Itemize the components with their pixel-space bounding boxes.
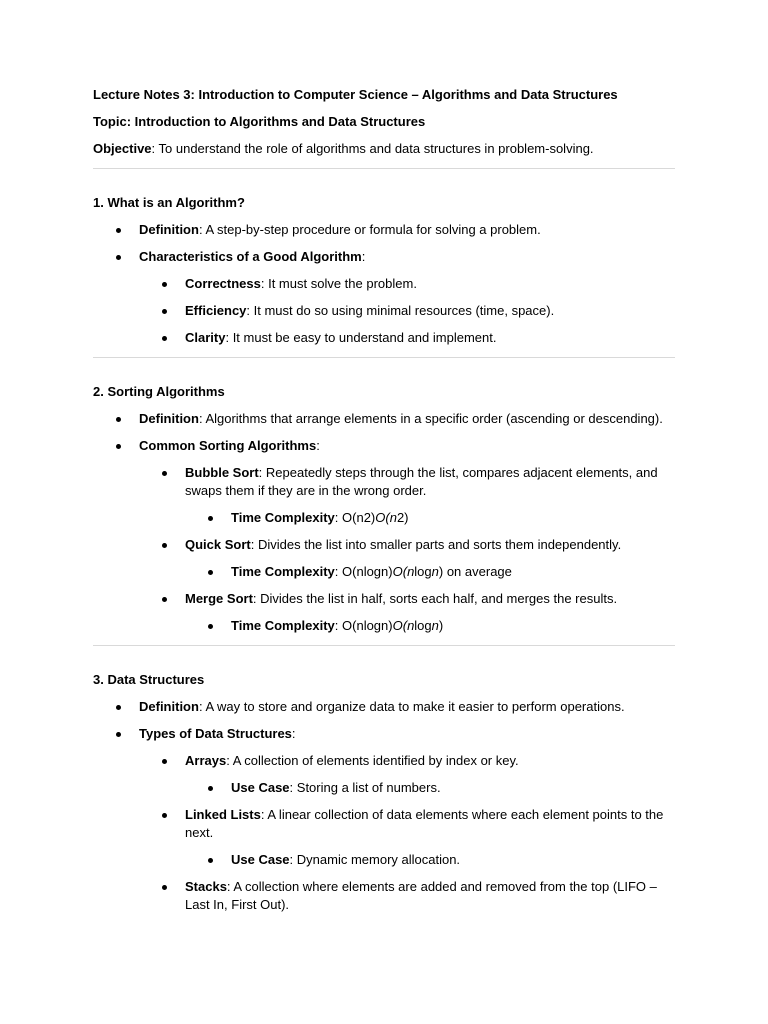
term-text: : It must do so using minimal resources (time, space). (246, 303, 555, 318)
sublist-characteristics (139, 275, 675, 347)
term-label: Bubble Sort (185, 465, 259, 480)
objective-label: Objective (93, 141, 152, 156)
term-label: Efficiency (185, 303, 247, 318)
term-text: : (316, 438, 320, 453)
term-label: Clarity (185, 330, 226, 345)
section-divider (93, 168, 675, 169)
list-item (185, 563, 675, 581)
term-text: : It must be easy to understand and implement. (225, 330, 497, 345)
list-item (139, 536, 675, 581)
list-item (139, 806, 675, 869)
list-item (93, 437, 675, 635)
term-label: Use Case (231, 852, 290, 867)
list-item (93, 698, 675, 716)
sublist-sorting-algorithms (139, 464, 675, 635)
list-item (139, 302, 675, 320)
term-text: : It must solve the problem. (260, 276, 417, 291)
term-text: : Divides the list into smaller parts and sorts them independently. (250, 537, 622, 552)
term-label: Definition (139, 411, 199, 426)
objective-text: : To understand the role of algorithms and data structures in problem-solving. (151, 141, 594, 156)
list-sorting (93, 410, 675, 635)
sublist-quick (185, 563, 675, 581)
document-topic: Topic: Introduction to Algorithms and Data Structures (93, 114, 426, 129)
term-label: Types of Data Structures (139, 726, 292, 741)
complexity-text: : O(n2) (334, 510, 376, 525)
list-item (185, 509, 675, 527)
term-text: : A linear collection of data elements where each element points to the next. (185, 807, 664, 840)
sublist-merge (185, 617, 675, 635)
term-label: Linked Lists (185, 807, 261, 822)
section-heading-data-structures: 3. Data Structures (93, 672, 205, 687)
complexity-text: : O(nlogn) (334, 564, 393, 579)
list-item (139, 590, 675, 635)
section-divider (93, 645, 675, 646)
list-item (185, 851, 675, 869)
term-text: : A collection of elements identified by index or key. (226, 753, 519, 768)
term-label: Stacks (185, 879, 227, 894)
list-item (139, 752, 675, 797)
term-label: Time Complexity (231, 564, 335, 579)
term-text: : Divides the list in half, sorts each half, and merges the results. (252, 591, 618, 606)
list-algorithm (93, 221, 675, 347)
section-heading-algorithm: 1. What is an Algorithm? (93, 195, 245, 210)
list-item (185, 779, 675, 797)
term-text: : Storing a list of numbers. (289, 780, 441, 795)
complexity-text: log (414, 618, 432, 633)
list-item (139, 878, 675, 914)
complexity-math: O( (392, 618, 408, 633)
term-label: Arrays (185, 753, 227, 768)
document-title: Lecture Notes 3: Introduction to Computer Science – Algorithms and Data Structures (93, 87, 618, 102)
complexity-text: : O(nlogn) (334, 618, 393, 633)
list-item (93, 221, 675, 239)
complexity-text: 2) (396, 510, 409, 525)
sublist-arrays (185, 779, 675, 797)
list-item (93, 725, 675, 914)
complexity-math: n (389, 510, 397, 525)
complexity-math: n (407, 618, 415, 633)
complexity-math: O( (375, 510, 390, 525)
term-label: Correctness (185, 276, 261, 291)
term-label: Definition (139, 222, 199, 237)
term-label: Use Case (231, 780, 290, 795)
term-text: : (361, 249, 366, 264)
list-item (93, 410, 675, 428)
sublist-linked-lists (185, 851, 675, 869)
term-label: Characteristics of a Good Algorithm (139, 249, 362, 264)
list-data-structures (93, 698, 675, 914)
sublist-types (139, 752, 675, 914)
list-item (93, 248, 675, 347)
term-label: Common Sorting Algorithms (139, 438, 317, 453)
term-text: : A way to store and organize data to make it easier to perform operations. (198, 699, 625, 714)
complexity-math: n (431, 564, 439, 579)
complexity-math: n (407, 564, 415, 579)
list-item (185, 617, 675, 635)
term-text: : Dynamic memory allocation. (289, 852, 461, 867)
list-item (139, 275, 675, 293)
term-label: Quick Sort (185, 537, 251, 552)
section-divider (93, 357, 675, 358)
term-label: Time Complexity (231, 510, 335, 525)
list-item (139, 464, 675, 527)
term-text: : Repeatedly steps through the list, compares adjacent elements, and swaps them if they are in the wrong order. (185, 465, 658, 498)
complexity-text: log (414, 564, 432, 579)
section-heading-sorting: 2. Sorting Algorithms (93, 384, 225, 399)
document-objective (93, 140, 675, 158)
term-text: : Algorithms that arrange elements in a specific order (ascending or descending). (198, 411, 663, 426)
term-label: Definition (139, 699, 199, 714)
complexity-text: ) on average (438, 564, 512, 579)
sublist-bubble (185, 509, 675, 527)
term-label: Time Complexity (231, 618, 335, 633)
term-text: : (291, 726, 296, 741)
term-label: Merge Sort (185, 591, 253, 606)
term-text: : A collection where elements are added and removed from the top (LIFO – Last In, First Out). (185, 879, 657, 912)
complexity-math: n (431, 618, 439, 633)
term-text: : A step-by-step procedure or formula for solving a problem. (198, 222, 541, 237)
complexity-math: O( (392, 564, 408, 579)
list-item (139, 329, 675, 347)
complexity-text: ) (438, 618, 444, 633)
